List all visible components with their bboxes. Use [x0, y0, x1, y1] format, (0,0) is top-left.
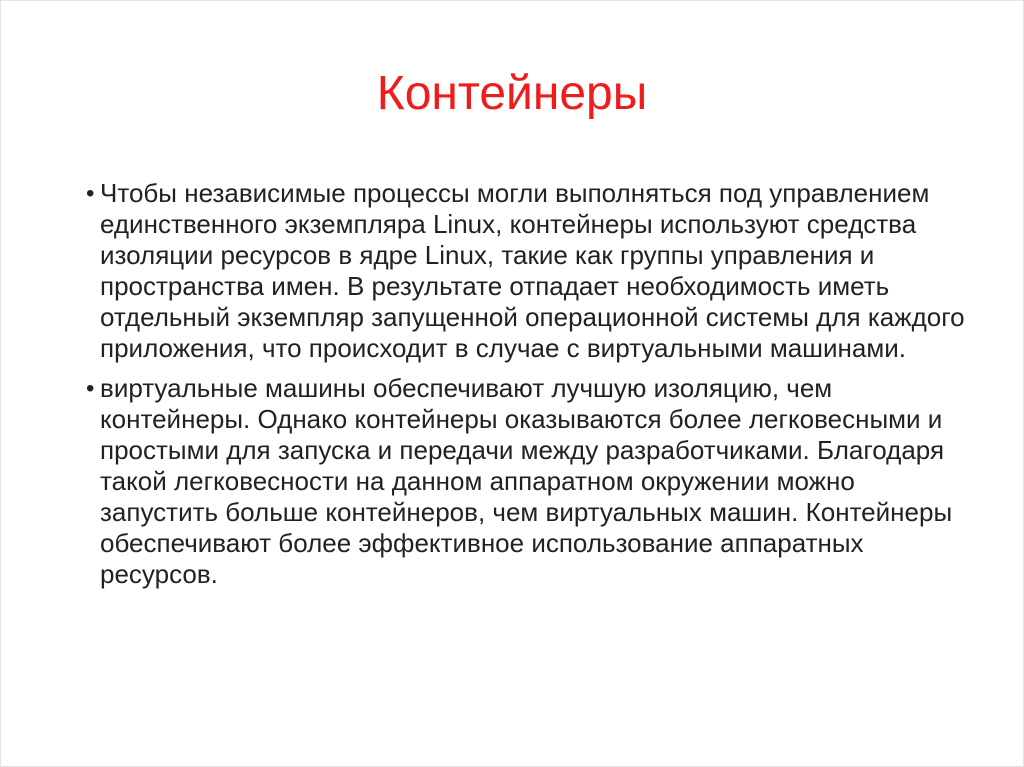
bullet-item	[86, 373, 974, 590]
bullet-marker: •	[86, 375, 95, 402]
bullet-list	[86, 178, 974, 599]
bullet-text: Чтобы независимые процессы могли выполняться под управлением единственного экземпляра Linux, контейнеры используют средства изоляции ресурсов в ядре Linux, такие как группы управления и пространства имен. В результате отпадает необходимость иметь отдельный экземпляр запущенной операционной системы для каждого приложения, что происходит в случае с виртуальными машинами.	[100, 178, 965, 363]
bullet-text: виртуальные машины обеспечивают лучшую изоляцию, чем контейнеры. Однако контейнеры оказываются более легковесными и простыми для запуска и передачи между разработчиками. Благодаря такой легковесности на данном аппаратном окружении можно запустить больше контейнеров, чем виртуальных машин. Контейнеры обеспечивают более эффективное использование аппаратных ресурсов.	[100, 373, 953, 589]
slide-title: Контейнеры	[376, 67, 648, 120]
bullet-item	[86, 178, 974, 364]
bullet-marker: •	[86, 180, 95, 207]
